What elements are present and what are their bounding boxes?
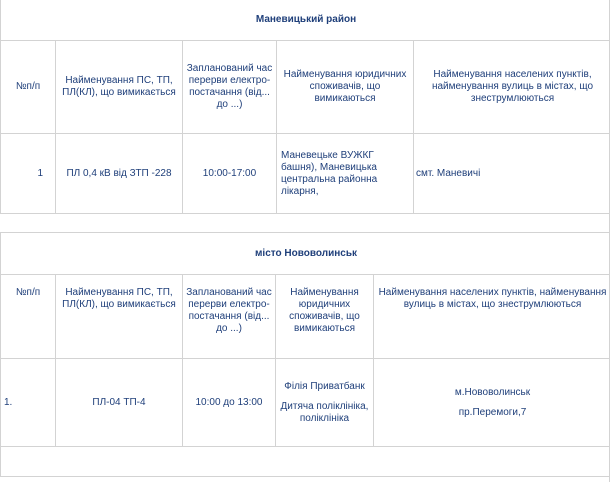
header-line-name: Найменування ПС, ТП, ПЛ(КЛ), що вимикається (56, 275, 183, 359)
table-row (1, 359, 610, 447)
consumer-name: Філія Приватбанк (284, 380, 365, 392)
row-outage-time: 10:00 до 13:00 (183, 359, 276, 447)
section-title: місто Нововолинськ (1, 233, 610, 275)
header-localities: Найменування населених пунктів, найменування вулиць в містах, що знеструмлюються (374, 275, 610, 359)
table-row (1, 134, 610, 214)
locality-street: пр.Перемоги,7 (458, 406, 527, 418)
row-number: 1 (1, 134, 56, 214)
header-line-name: Найменування ПС, ТП, ПЛ(КЛ), що вимикається (56, 41, 183, 134)
row-line-name: ПЛ-04 ТП-4 (56, 359, 183, 447)
header-outage-time: Запланований час перерви електро-постачання (від... до ...) (183, 275, 276, 359)
header-number: №п/п (1, 41, 56, 134)
outage-table-manevychi (0, 0, 610, 214)
row-legal-consumers: Маневецьке ВУЖКГ башня), Маневицька центральна районна лікарня, (277, 134, 414, 214)
header-localities: Найменування населених пунктів, найменування вулиць в містах, що знеструмлюються (414, 41, 610, 134)
header-number: №п/п (1, 275, 56, 359)
header-outage-time: Запланований час перерви електро-постачання (від... до ...) (183, 41, 277, 134)
locality-town: м.Нововолинськ (454, 386, 531, 398)
table-header-row (1, 41, 610, 134)
row-number: 1. (1, 359, 56, 447)
header-legal-consumers: Найменування юридичних споживачів, що вимикаються (276, 275, 374, 359)
header-legal-consumers: Найменування юридичних споживачів, що вимикаються (277, 41, 414, 134)
row-outage-time: 10:00-17:00 (183, 134, 277, 214)
row-legal-consumers (276, 359, 374, 447)
section-title: Маневицький район (1, 0, 610, 41)
outage-table-novovolynsk (0, 232, 610, 477)
row-localities (374, 359, 610, 447)
row-localities: смт. Маневичі (414, 134, 610, 214)
row-line-name: ПЛ 0,4 кВ від ЗТП -228 (56, 134, 183, 214)
table-row-empty (1, 447, 610, 477)
consumer-name: Дитяча поліклініка, поліклініка (280, 400, 369, 424)
table-header-row (1, 275, 610, 359)
empty-cell (1, 447, 610, 477)
